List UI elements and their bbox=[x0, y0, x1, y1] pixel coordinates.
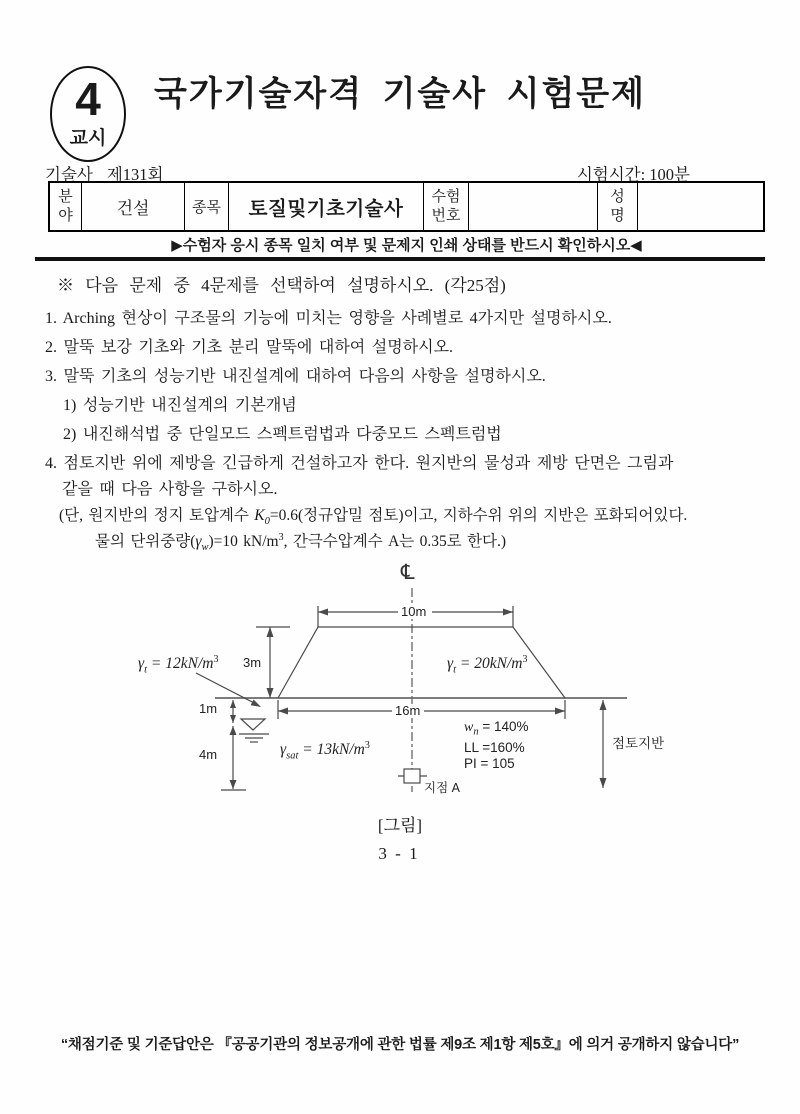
condition-line-2: 물의 단위중량$(\gamma_w)=10$ $kN/m^3$, 간극수압계수 A는 0.35로 한다.) bbox=[95, 531, 507, 554]
clay-ground-label: 점토지반 bbox=[612, 736, 665, 751]
condition-line-1: (단, 원지반의 정지 토압계수 $K_0=0.6$(정규압밀 점토)이고, 지하수위 위의 지반은 포화되어있다. bbox=[59, 507, 688, 528]
K0-symbol: K bbox=[254, 507, 265, 524]
question-3: 3. 말뚝 기초의 성능기반 내진설계에 대하여 다음의 사항을 설명하시오. bbox=[45, 368, 546, 385]
page-number: 3 - 1 bbox=[378, 844, 418, 863]
dim-depth-1m: 1m bbox=[199, 701, 218, 716]
question-3-sub-2: 2) 내진해석법 중 단일모드 스펙트럼법과 다중모드 스펙트럼법 bbox=[63, 426, 502, 443]
unit-weight-right-label: $\gamma_t = 20kN/m^3$ bbox=[447, 654, 528, 676]
question-4-line-1: 4. 점토지반 위에 제방을 긴급하게 건설하고자 한다. 원지반의 물성과 제방 단면은 그림과 bbox=[45, 455, 674, 472]
verification-notice: ▶수험자 응시 종목 일치 여부 및 문제지 인쇄 상태를 반드시 확인하시오◀ bbox=[171, 237, 642, 254]
session-number: 제131회 bbox=[106, 165, 164, 184]
field-value-cell: 건설 bbox=[81, 183, 184, 230]
selection-instruction: ※ 다음 문제 중 4문제를 선택하여 설명하시오. (각25점) bbox=[57, 276, 506, 295]
water-table-icon bbox=[241, 719, 265, 730]
dim-top-width: 10m bbox=[401, 604, 427, 619]
doc-type: 기술사 bbox=[45, 165, 93, 184]
question-1: 1. Arching 현상이 구조물의 기능에 미치는 영향을 사례별로 4가지만 설명하시오. bbox=[45, 310, 612, 327]
unit-weight-sat-label: $\gamma_{sat} = 13kN/m^3$ bbox=[280, 740, 370, 762]
subject-value-cell: 토질및기초기술사 bbox=[228, 183, 423, 230]
footer-disclaimer: “채점기준 및 기준답안은 『공공기관의 정보공개에 관한 법률 제9조 제1항 제5호』에 의거 공개하지 않습니다” bbox=[60, 1037, 740, 1053]
dim-depth-4m: 4m bbox=[199, 747, 218, 762]
plasticity-index: PI = 105 bbox=[464, 755, 515, 771]
dim-height: 3m bbox=[243, 655, 262, 670]
exam-number-label-cell: 수험번호 bbox=[423, 183, 468, 230]
field-label-cell: 분야 bbox=[58, 188, 73, 224]
figure-caption: [그림] bbox=[377, 816, 423, 835]
gamma-w-symbol: γ bbox=[195, 533, 202, 550]
liquid-limit: LL =160% bbox=[464, 740, 525, 756]
point-a-marker bbox=[404, 769, 420, 783]
point-a-label: 지점 A bbox=[424, 781, 460, 795]
question-4-line-2: 같을 때 다음 사항을 구하시오. bbox=[62, 481, 278, 498]
page-title: 국가기술자격 기술사 시험문제 bbox=[154, 76, 646, 113]
question-2: 2. 말뚝 보강 기초와 기초 분리 말뚝에 대하여 설명하시오. bbox=[45, 339, 454, 356]
period-number: 4 bbox=[75, 73, 101, 126]
dim-base-width: 16m bbox=[395, 703, 421, 718]
question-3-sub-1: 1) 성능기반 내진설계의 기본개념 bbox=[63, 397, 297, 414]
exam-time: 시험시간: 100분 bbox=[576, 165, 690, 184]
soil-properties bbox=[464, 719, 529, 771]
period-suffix: 교시 bbox=[69, 127, 107, 149]
unit-weight-left-label: $\gamma_t = 12kN/m^3$ bbox=[138, 654, 219, 676]
name-label-cell: 성명 bbox=[597, 183, 637, 230]
centerline-symbol: ℄ bbox=[401, 560, 415, 584]
subject-label-cell: 종목 bbox=[184, 183, 228, 230]
water-content: $w_n = 140\%$ bbox=[464, 719, 529, 738]
